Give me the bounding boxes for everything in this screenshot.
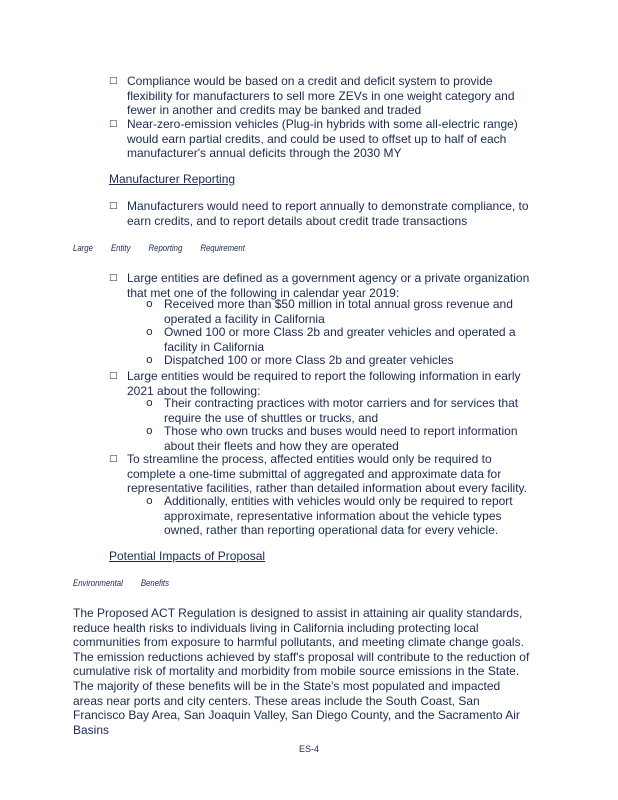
subsection-label-environmental-benefits: [73, 578, 187, 589]
bullet-icon: □: [109, 454, 118, 464]
body-paragraph: The Proposed ACT Regulation is designed to assist in attaining air quality standards, reduce health risks to individuals living in California including protecting local communities from exposure to harmful pollutants, and meeting climate change goals. The emission reductions achieved by staff's proposal will contribute to the reduction of cumulative risk of mortality and morbidity from mobile source emissions in the State. The majority of these benefits will be in the State's most populated and impacted areas near ports and city centers. These areas include the South Coast, San Francisco Bay Area, San Joaquin Valley, San Diego County, and the Sacramento Air Basins: [73, 606, 530, 737]
bullet-icon: □: [109, 273, 118, 283]
label-word: Requirement: [200, 243, 245, 254]
bullet-text: Compliance would be based on a credit and deficit system to provide flexibility for manufacturers to sell more ZEVs in one weight category and fewer in another and credits may be banked and traded: [127, 74, 515, 117]
sub-bullet-text: Dispatched 100 or more Class 2b and greater vehicles: [164, 353, 454, 367]
sub-bullet-text: Those who own trucks and buses would need to report information about their fleets and how they are operated: [164, 424, 518, 453]
section-heading-potential-impacts: Potential Impacts of Proposal: [109, 549, 266, 563]
bullet-text: Large entities would be required to report the following information in early 2021 about the following:: [127, 369, 521, 398]
bullet-text: To streamline the process, affected entities would only be required to complete a one-time submittal of aggregated and approximate data for representative facilities, rather than detailed information about every facility.: [127, 452, 527, 495]
sub-bullet-icon: o: [146, 396, 153, 409]
sub-bullet-text: Additionally, entities with vehicles would only be required to report approximate, representative information about the vehicle types owned, rather than reporting operational data for every vehicle.: [164, 494, 513, 537]
bullet-icon: □: [109, 371, 118, 381]
bullet-icon: □: [109, 201, 118, 211]
sub-bullet-icon: o: [146, 325, 153, 338]
label-word: Large: [73, 243, 93, 254]
sub-bullet-icon: o: [146, 353, 153, 366]
bullet-text: Large entities are defined as a government agency or a private organization that met one of the following in calendar year 2019:: [127, 271, 530, 300]
bullet-icon: □: [109, 119, 118, 129]
sub-bullet-icon: o: [146, 494, 153, 507]
label-word: Environmental: [73, 578, 123, 589]
sub-bullet-text: Their contracting practices with motor carriers and for services that require the use of shuttles or trucks, and: [164, 396, 519, 425]
label-word: Reporting: [148, 243, 183, 254]
label-word: Entity: [110, 243, 131, 254]
sub-bullet-icon: o: [146, 424, 153, 437]
bullet-icon: □: [109, 76, 118, 86]
sub-bullet-text: Received more than $50 million in total annual gross revenue and operated a facility in California: [164, 297, 513, 326]
page-number: ES-4: [298, 744, 319, 754]
section-heading-manufacturer-reporting: Manufacturer Reporting: [109, 172, 236, 186]
subsection-label-large-entity: [73, 243, 263, 254]
sub-bullet-icon: o: [146, 297, 153, 310]
bullet-text: Manufacturers would need to report annually to demonstrate compliance, to earn credits, and to report details about credit trade transactions: [127, 199, 529, 228]
label-word: Benefits: [140, 578, 169, 589]
bullet-text: Near-zero-emission vehicles (Plug-in hybrids with some all-electric range) would earn partial credits, and could be used to offset up to half of each manufacturer's annual deficits through the 2030 MY: [127, 117, 518, 160]
sub-bullet-text: Owned 100 or more Class 2b and greater vehicles and operated a facility in California: [164, 325, 516, 354]
